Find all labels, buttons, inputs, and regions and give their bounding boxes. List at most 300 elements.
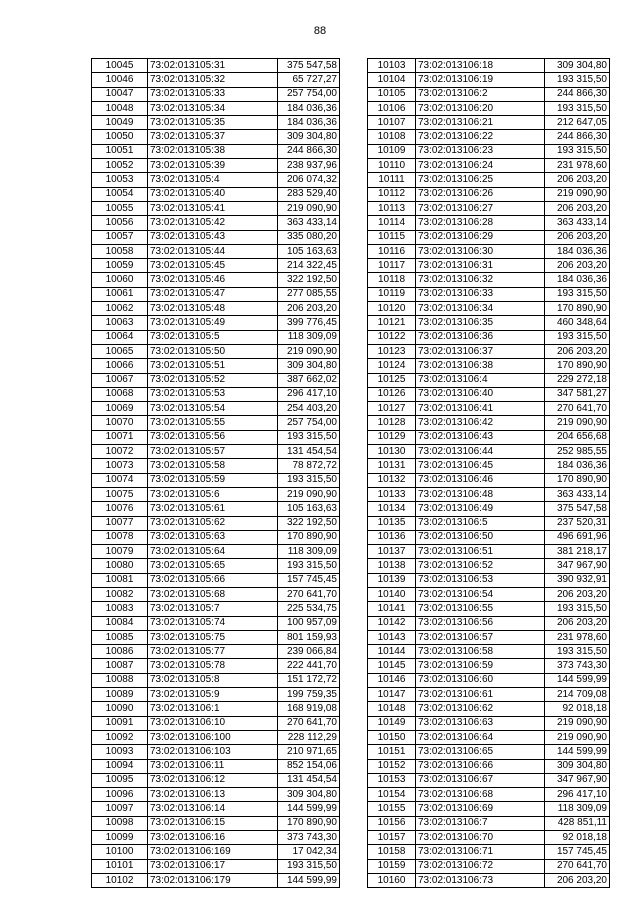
record-number-cell: 10055 <box>92 201 148 215</box>
cadastral-number-cell: 73:02:013105:35 <box>148 116 278 130</box>
value-cell: 193 315,50 <box>545 101 610 115</box>
value-cell: 309 304,80 <box>545 759 610 773</box>
cadastral-number-cell: 73:02:013105:41 <box>148 201 278 215</box>
record-number-cell: 10087 <box>92 659 148 673</box>
value-cell: 387 662,02 <box>278 373 340 387</box>
value-cell: 92 018,18 <box>545 831 610 845</box>
cadastral-number-cell: 73:02:013106:17 <box>148 859 278 873</box>
table-row <box>92 630 340 644</box>
record-number-cell: 10159 <box>368 859 416 873</box>
record-number-cell: 10114 <box>368 216 416 230</box>
table-row <box>368 587 610 601</box>
cadastral-number-cell: 73:02:013106:73 <box>416 873 545 887</box>
value-cell: 118 309,09 <box>545 802 610 816</box>
value-cell: 212 647,05 <box>545 116 610 130</box>
value-cell: 347 581,27 <box>545 387 610 401</box>
value-cell: 193 315,50 <box>278 430 340 444</box>
record-number-cell: 10157 <box>368 831 416 845</box>
value-cell: 335 080,20 <box>278 230 340 244</box>
value-cell: 296 417,10 <box>545 788 610 802</box>
cadastral-number-cell: 73:02:013105:75 <box>148 630 278 644</box>
cadastral-number-cell: 73:02:013105:8 <box>148 673 278 687</box>
record-number-cell: 10133 <box>368 487 416 501</box>
cadastral-number-cell: 73:02:013106:68 <box>416 788 545 802</box>
table-row <box>368 216 610 230</box>
left-table <box>91 58 340 888</box>
record-number-cell: 10110 <box>368 159 416 173</box>
cadastral-number-cell: 73:02:013106:22 <box>416 130 545 144</box>
table-row <box>368 101 610 115</box>
value-cell: 363 433,14 <box>545 487 610 501</box>
table-row <box>92 559 340 573</box>
value-cell: 184 036,36 <box>545 459 610 473</box>
value-cell: 193 315,50 <box>545 73 610 87</box>
cadastral-number-cell: 73:02:013106:36 <box>416 330 545 344</box>
value-cell: 206 074,32 <box>278 173 340 187</box>
record-number-cell: 10049 <box>92 116 148 130</box>
table-row <box>368 573 610 587</box>
record-number-cell: 10092 <box>92 730 148 744</box>
cadastral-number-cell: 73:02:013106:66 <box>416 759 545 773</box>
table-row <box>92 459 340 473</box>
value-cell: 214 322,45 <box>278 259 340 273</box>
value-cell: 206 203,20 <box>545 173 610 187</box>
value-cell: 231 978,60 <box>545 630 610 644</box>
record-number-cell: 10050 <box>92 130 148 144</box>
table-row <box>368 316 610 330</box>
cadastral-number-cell: 73:02:013106:25 <box>416 173 545 187</box>
value-cell: 237 520,31 <box>545 516 610 530</box>
table-row <box>368 302 610 316</box>
cadastral-number-cell: 73:02:013105:33 <box>148 87 278 101</box>
value-cell: 118 309,09 <box>278 330 340 344</box>
table-row <box>92 730 340 744</box>
record-number-cell: 10052 <box>92 159 148 173</box>
value-cell: 168 919,08 <box>278 702 340 716</box>
cadastral-number-cell: 73:02:013106:15 <box>148 816 278 830</box>
value-cell: 231 978,60 <box>545 159 610 173</box>
value-cell: 373 743,30 <box>545 659 610 673</box>
record-number-cell: 10070 <box>92 416 148 430</box>
value-cell: 78 872,72 <box>278 459 340 473</box>
table-row <box>368 330 610 344</box>
value-cell: 322 192,50 <box>278 273 340 287</box>
record-number-cell: 10154 <box>368 788 416 802</box>
table-row <box>368 773 610 787</box>
value-cell: 363 433,14 <box>545 216 610 230</box>
record-number-cell: 10146 <box>368 673 416 687</box>
table-row <box>368 545 610 559</box>
cadastral-number-cell: 73:02:013106:65 <box>416 745 545 759</box>
cadastral-number-cell: 73:02:013105:9 <box>148 688 278 702</box>
value-cell: 170 890,90 <box>545 359 610 373</box>
table-row <box>368 201 610 215</box>
value-cell: 184 036,36 <box>278 116 340 130</box>
table-row <box>92 216 340 230</box>
table-row <box>368 702 610 716</box>
cadastral-number-cell: 73:02:013106:20 <box>416 101 545 115</box>
cadastral-number-cell: 73:02:013105:48 <box>148 302 278 316</box>
value-cell: 204 656,68 <box>545 430 610 444</box>
table-row <box>368 344 610 358</box>
table-row <box>92 259 340 273</box>
table-row <box>92 173 340 187</box>
record-number-cell: 10109 <box>368 144 416 158</box>
value-cell: 309 304,80 <box>545 59 610 73</box>
table-row <box>92 230 340 244</box>
value-cell: 228 112,29 <box>278 730 340 744</box>
table-row <box>92 387 340 401</box>
record-number-cell: 10072 <box>92 445 148 459</box>
value-cell: 193 315,50 <box>545 645 610 659</box>
table-row <box>92 430 340 444</box>
cadastral-number-cell: 73:02:013105:55 <box>148 416 278 430</box>
cadastral-number-cell: 73:02:013106:27 <box>416 201 545 215</box>
value-cell: 257 754,00 <box>278 87 340 101</box>
value-cell: 206 203,20 <box>545 344 610 358</box>
value-cell: 238 937,96 <box>278 159 340 173</box>
table-row <box>92 130 340 144</box>
cadastral-number-cell: 73:02:013106:29 <box>416 230 545 244</box>
record-number-cell: 10068 <box>92 387 148 401</box>
cadastral-number-cell: 73:02:013105:74 <box>148 616 278 630</box>
value-cell: 229 272,18 <box>545 373 610 387</box>
record-number-cell: 10095 <box>92 773 148 787</box>
value-cell: 144 599,99 <box>545 745 610 759</box>
cadastral-number-cell: 73:02:013106:44 <box>416 445 545 459</box>
record-number-cell: 10057 <box>92 230 148 244</box>
cadastral-number-cell: 73:02:013105:43 <box>148 230 278 244</box>
cadastral-number-cell: 73:02:013106:13 <box>148 788 278 802</box>
cadastral-number-cell: 73:02:013106:55 <box>416 602 545 616</box>
table-row <box>92 101 340 115</box>
cadastral-number-cell: 73:02:013106:57 <box>416 630 545 644</box>
table-row <box>368 659 610 673</box>
table-row <box>92 59 340 73</box>
value-cell: 199 759,35 <box>278 688 340 702</box>
value-cell: 283 529,40 <box>278 187 340 201</box>
cadastral-number-cell: 73:02:013106:54 <box>416 587 545 601</box>
cadastral-number-cell: 73:02:013105:31 <box>148 59 278 73</box>
cadastral-number-cell: 73:02:013106:4 <box>416 373 545 387</box>
table-row <box>368 487 610 501</box>
cadastral-number-cell: 73:02:013105:39 <box>148 159 278 173</box>
record-number-cell: 10148 <box>368 702 416 716</box>
record-number-cell: 10084 <box>92 616 148 630</box>
cadastral-number-cell: 73:02:013106:32 <box>416 273 545 287</box>
cadastral-number-cell: 73:02:013106:64 <box>416 730 545 744</box>
table-row <box>368 230 610 244</box>
cadastral-number-cell: 73:02:013105:7 <box>148 602 278 616</box>
table-row <box>368 645 610 659</box>
record-number-cell: 10053 <box>92 173 148 187</box>
record-number-cell: 10150 <box>368 730 416 744</box>
record-number-cell: 10125 <box>368 373 416 387</box>
table-row <box>92 859 340 873</box>
value-cell: 193 315,50 <box>278 859 340 873</box>
cadastral-number-cell: 73:02:013106:69 <box>416 802 545 816</box>
cadastral-number-cell: 73:02:013106:53 <box>416 573 545 587</box>
value-cell: 206 203,20 <box>545 201 610 215</box>
cadastral-number-cell: 73:02:013106:35 <box>416 316 545 330</box>
value-cell: 118 309,09 <box>278 545 340 559</box>
record-number-cell: 10098 <box>92 816 148 830</box>
table-row <box>92 516 340 530</box>
table-row <box>368 130 610 144</box>
table-row <box>92 645 340 659</box>
record-number-cell: 10063 <box>92 316 148 330</box>
value-cell: 144 599,99 <box>278 802 340 816</box>
value-cell: 105 163,63 <box>278 244 340 258</box>
table-row <box>92 788 340 802</box>
cadastral-number-cell: 73:02:013105:64 <box>148 545 278 559</box>
record-number-cell: 10094 <box>92 759 148 773</box>
value-cell: 206 203,20 <box>545 230 610 244</box>
record-number-cell: 10047 <box>92 87 148 101</box>
value-cell: 219 090,90 <box>278 344 340 358</box>
record-number-cell: 10086 <box>92 645 148 659</box>
record-number-cell: 10160 <box>368 873 416 887</box>
value-cell: 496 691,96 <box>545 530 610 544</box>
cadastral-number-cell: 73:02:013106:70 <box>416 831 545 845</box>
cadastral-number-cell: 73:02:013106:103 <box>148 745 278 759</box>
cadastral-number-cell: 73:02:013105:42 <box>148 216 278 230</box>
table-row <box>92 602 340 616</box>
cadastral-number-cell: 73:02:013106:51 <box>416 545 545 559</box>
cadastral-number-cell: 73:02:013105:50 <box>148 344 278 358</box>
record-number-cell: 10071 <box>92 430 148 444</box>
record-number-cell: 10088 <box>92 673 148 687</box>
record-number-cell: 10076 <box>92 502 148 516</box>
record-number-cell: 10074 <box>92 473 148 487</box>
cadastral-number-cell: 73:02:013106:26 <box>416 187 545 201</box>
record-number-cell: 10119 <box>368 287 416 301</box>
record-number-cell: 10134 <box>368 502 416 516</box>
table-row <box>92 773 340 787</box>
cadastral-number-cell: 73:02:013106:12 <box>148 773 278 787</box>
value-cell: 219 090,90 <box>278 487 340 501</box>
record-number-cell: 10096 <box>92 788 148 802</box>
record-number-cell: 10089 <box>92 688 148 702</box>
table-row <box>368 630 610 644</box>
value-cell: 270 641,70 <box>278 587 340 601</box>
value-cell: 105 163,63 <box>278 502 340 516</box>
table-row <box>92 673 340 687</box>
value-cell: 144 599,99 <box>278 873 340 887</box>
cadastral-number-cell: 73:02:013106:34 <box>416 302 545 316</box>
record-number-cell: 10100 <box>92 845 148 859</box>
table-row <box>368 430 610 444</box>
cadastral-number-cell: 73:02:013105:56 <box>148 430 278 444</box>
value-cell: 170 890,90 <box>278 530 340 544</box>
value-cell: 219 090,90 <box>545 416 610 430</box>
value-cell: 131 454,54 <box>278 445 340 459</box>
record-number-cell: 10153 <box>368 773 416 787</box>
cadastral-number-cell: 73:02:013106:63 <box>416 716 545 730</box>
record-number-cell: 10081 <box>92 573 148 587</box>
cadastral-number-cell: 73:02:013106:56 <box>416 616 545 630</box>
cadastral-number-cell: 73:02:013105:37 <box>148 130 278 144</box>
record-number-cell: 10069 <box>92 402 148 416</box>
table-row <box>92 802 340 816</box>
record-number-cell: 10083 <box>92 602 148 616</box>
table-row <box>368 359 610 373</box>
cadastral-number-cell: 73:02:013106:48 <box>416 487 545 501</box>
value-cell: 214 709,08 <box>545 688 610 702</box>
record-number-cell: 10127 <box>368 402 416 416</box>
record-number-cell: 10059 <box>92 259 148 273</box>
record-number-cell: 10061 <box>92 287 148 301</box>
value-cell: 390 932,91 <box>545 573 610 587</box>
cadastral-number-cell: 73:02:013105:59 <box>148 473 278 487</box>
value-cell: 184 036,36 <box>545 273 610 287</box>
record-number-cell: 10091 <box>92 716 148 730</box>
table-row <box>92 344 340 358</box>
cadastral-number-cell: 73:02:013106:37 <box>416 344 545 358</box>
record-number-cell: 10107 <box>368 116 416 130</box>
cadastral-number-cell: 73:02:013106:28 <box>416 216 545 230</box>
cadastral-number-cell: 73:02:013106:71 <box>416 845 545 859</box>
value-cell: 270 641,70 <box>278 716 340 730</box>
table-row <box>92 545 340 559</box>
cadastral-number-cell: 73:02:013106:43 <box>416 430 545 444</box>
cadastral-number-cell: 73:02:013106:38 <box>416 359 545 373</box>
cadastral-number-cell: 73:02:013106:67 <box>416 773 545 787</box>
value-cell: 184 036,36 <box>545 244 610 258</box>
record-number-cell: 10097 <box>92 802 148 816</box>
table-row <box>368 73 610 87</box>
cadastral-number-cell: 73:02:013106:179 <box>148 873 278 887</box>
table-row <box>368 616 610 630</box>
value-cell: 257 754,00 <box>278 416 340 430</box>
table-row <box>92 759 340 773</box>
record-number-cell: 10111 <box>368 173 416 187</box>
cadastral-number-cell: 73:02:013105:62 <box>148 516 278 530</box>
value-cell: 151 172,72 <box>278 673 340 687</box>
value-cell: 222 441,70 <box>278 659 340 673</box>
value-cell: 270 641,70 <box>545 402 610 416</box>
record-number-cell: 10158 <box>368 845 416 859</box>
cadastral-number-cell: 73:02:013105:47 <box>148 287 278 301</box>
table-row <box>92 187 340 201</box>
value-cell: 254 403,20 <box>278 402 340 416</box>
table-row <box>368 144 610 158</box>
record-number-cell: 10149 <box>368 716 416 730</box>
record-number-cell: 10064 <box>92 330 148 344</box>
table-row <box>368 387 610 401</box>
table-row <box>92 144 340 158</box>
record-number-cell: 10145 <box>368 659 416 673</box>
record-number-cell: 10123 <box>368 344 416 358</box>
value-cell: 852 154,06 <box>278 759 340 773</box>
table-row <box>92 702 340 716</box>
table-row <box>368 516 610 530</box>
cadastral-number-cell: 73:02:013106:23 <box>416 144 545 158</box>
record-number-cell: 10129 <box>368 430 416 444</box>
table-row <box>92 359 340 373</box>
record-number-cell: 10099 <box>92 831 148 845</box>
cadastral-number-cell: 73:02:013106:16 <box>148 831 278 845</box>
cadastral-number-cell: 73:02:013105:78 <box>148 659 278 673</box>
table-row <box>368 745 610 759</box>
table-row <box>92 716 340 730</box>
cadastral-number-cell: 73:02:013105:63 <box>148 530 278 544</box>
record-number-cell: 10115 <box>368 230 416 244</box>
value-cell: 244 866,30 <box>278 144 340 158</box>
table-row <box>368 159 610 173</box>
cadastral-number-cell: 73:02:013106:42 <box>416 416 545 430</box>
table-row <box>368 402 610 416</box>
cadastral-number-cell: 73:02:013105:46 <box>148 273 278 287</box>
value-cell: 219 090,90 <box>545 730 610 744</box>
table-row <box>92 831 340 845</box>
value-cell: 193 315,50 <box>545 144 610 158</box>
cadastral-number-cell: 73:02:013105:38 <box>148 144 278 158</box>
value-cell: 219 090,90 <box>545 716 610 730</box>
record-number-cell: 10101 <box>92 859 148 873</box>
record-number-cell: 10077 <box>92 516 148 530</box>
cadastral-number-cell: 73:02:013105:34 <box>148 101 278 115</box>
value-cell: 210 971,65 <box>278 745 340 759</box>
table-row <box>92 659 340 673</box>
cadastral-number-cell: 73:02:013106:46 <box>416 473 545 487</box>
table-row <box>368 287 610 301</box>
table-row <box>368 502 610 516</box>
table-row <box>92 502 340 516</box>
value-cell: 170 890,90 <box>545 473 610 487</box>
value-cell: 193 315,50 <box>278 473 340 487</box>
table-row <box>92 316 340 330</box>
table-row <box>368 559 610 573</box>
table-row <box>92 873 340 887</box>
table-row <box>92 330 340 344</box>
record-number-cell: 10116 <box>368 244 416 258</box>
record-number-cell: 10067 <box>92 373 148 387</box>
cadastral-number-cell: 73:02:013106:50 <box>416 530 545 544</box>
table-row <box>368 416 610 430</box>
table-row <box>368 373 610 387</box>
value-cell: 131 454,54 <box>278 773 340 787</box>
cadastral-number-cell: 73:02:013106:60 <box>416 673 545 687</box>
value-cell: 193 315,50 <box>545 602 610 616</box>
record-number-cell: 10117 <box>368 259 416 273</box>
record-number-cell: 10121 <box>368 316 416 330</box>
cadastral-number-cell: 73:02:013105:4 <box>148 173 278 187</box>
record-number-cell: 10073 <box>92 459 148 473</box>
table-row <box>92 159 340 173</box>
record-number-cell: 10155 <box>368 802 416 816</box>
record-number-cell: 10090 <box>92 702 148 716</box>
value-cell: 309 304,80 <box>278 359 340 373</box>
table-row <box>368 802 610 816</box>
cadastral-number-cell: 73:02:013105:54 <box>148 402 278 416</box>
value-cell: 100 957,09 <box>278 616 340 630</box>
cadastral-number-cell: 73:02:013105:45 <box>148 259 278 273</box>
table-row <box>92 73 340 87</box>
record-number-cell: 10136 <box>368 530 416 544</box>
value-cell: 206 203,20 <box>545 873 610 887</box>
cadastral-number-cell: 73:02:013106:1 <box>148 702 278 716</box>
value-cell: 206 203,20 <box>545 616 610 630</box>
value-cell: 17 042,34 <box>278 845 340 859</box>
record-number-cell: 10112 <box>368 187 416 201</box>
record-number-cell: 10147 <box>368 688 416 702</box>
record-number-cell: 10093 <box>92 745 148 759</box>
table-row <box>368 273 610 287</box>
table-row <box>368 445 610 459</box>
cadastral-number-cell: 73:02:013106:61 <box>416 688 545 702</box>
table-row <box>368 788 610 802</box>
